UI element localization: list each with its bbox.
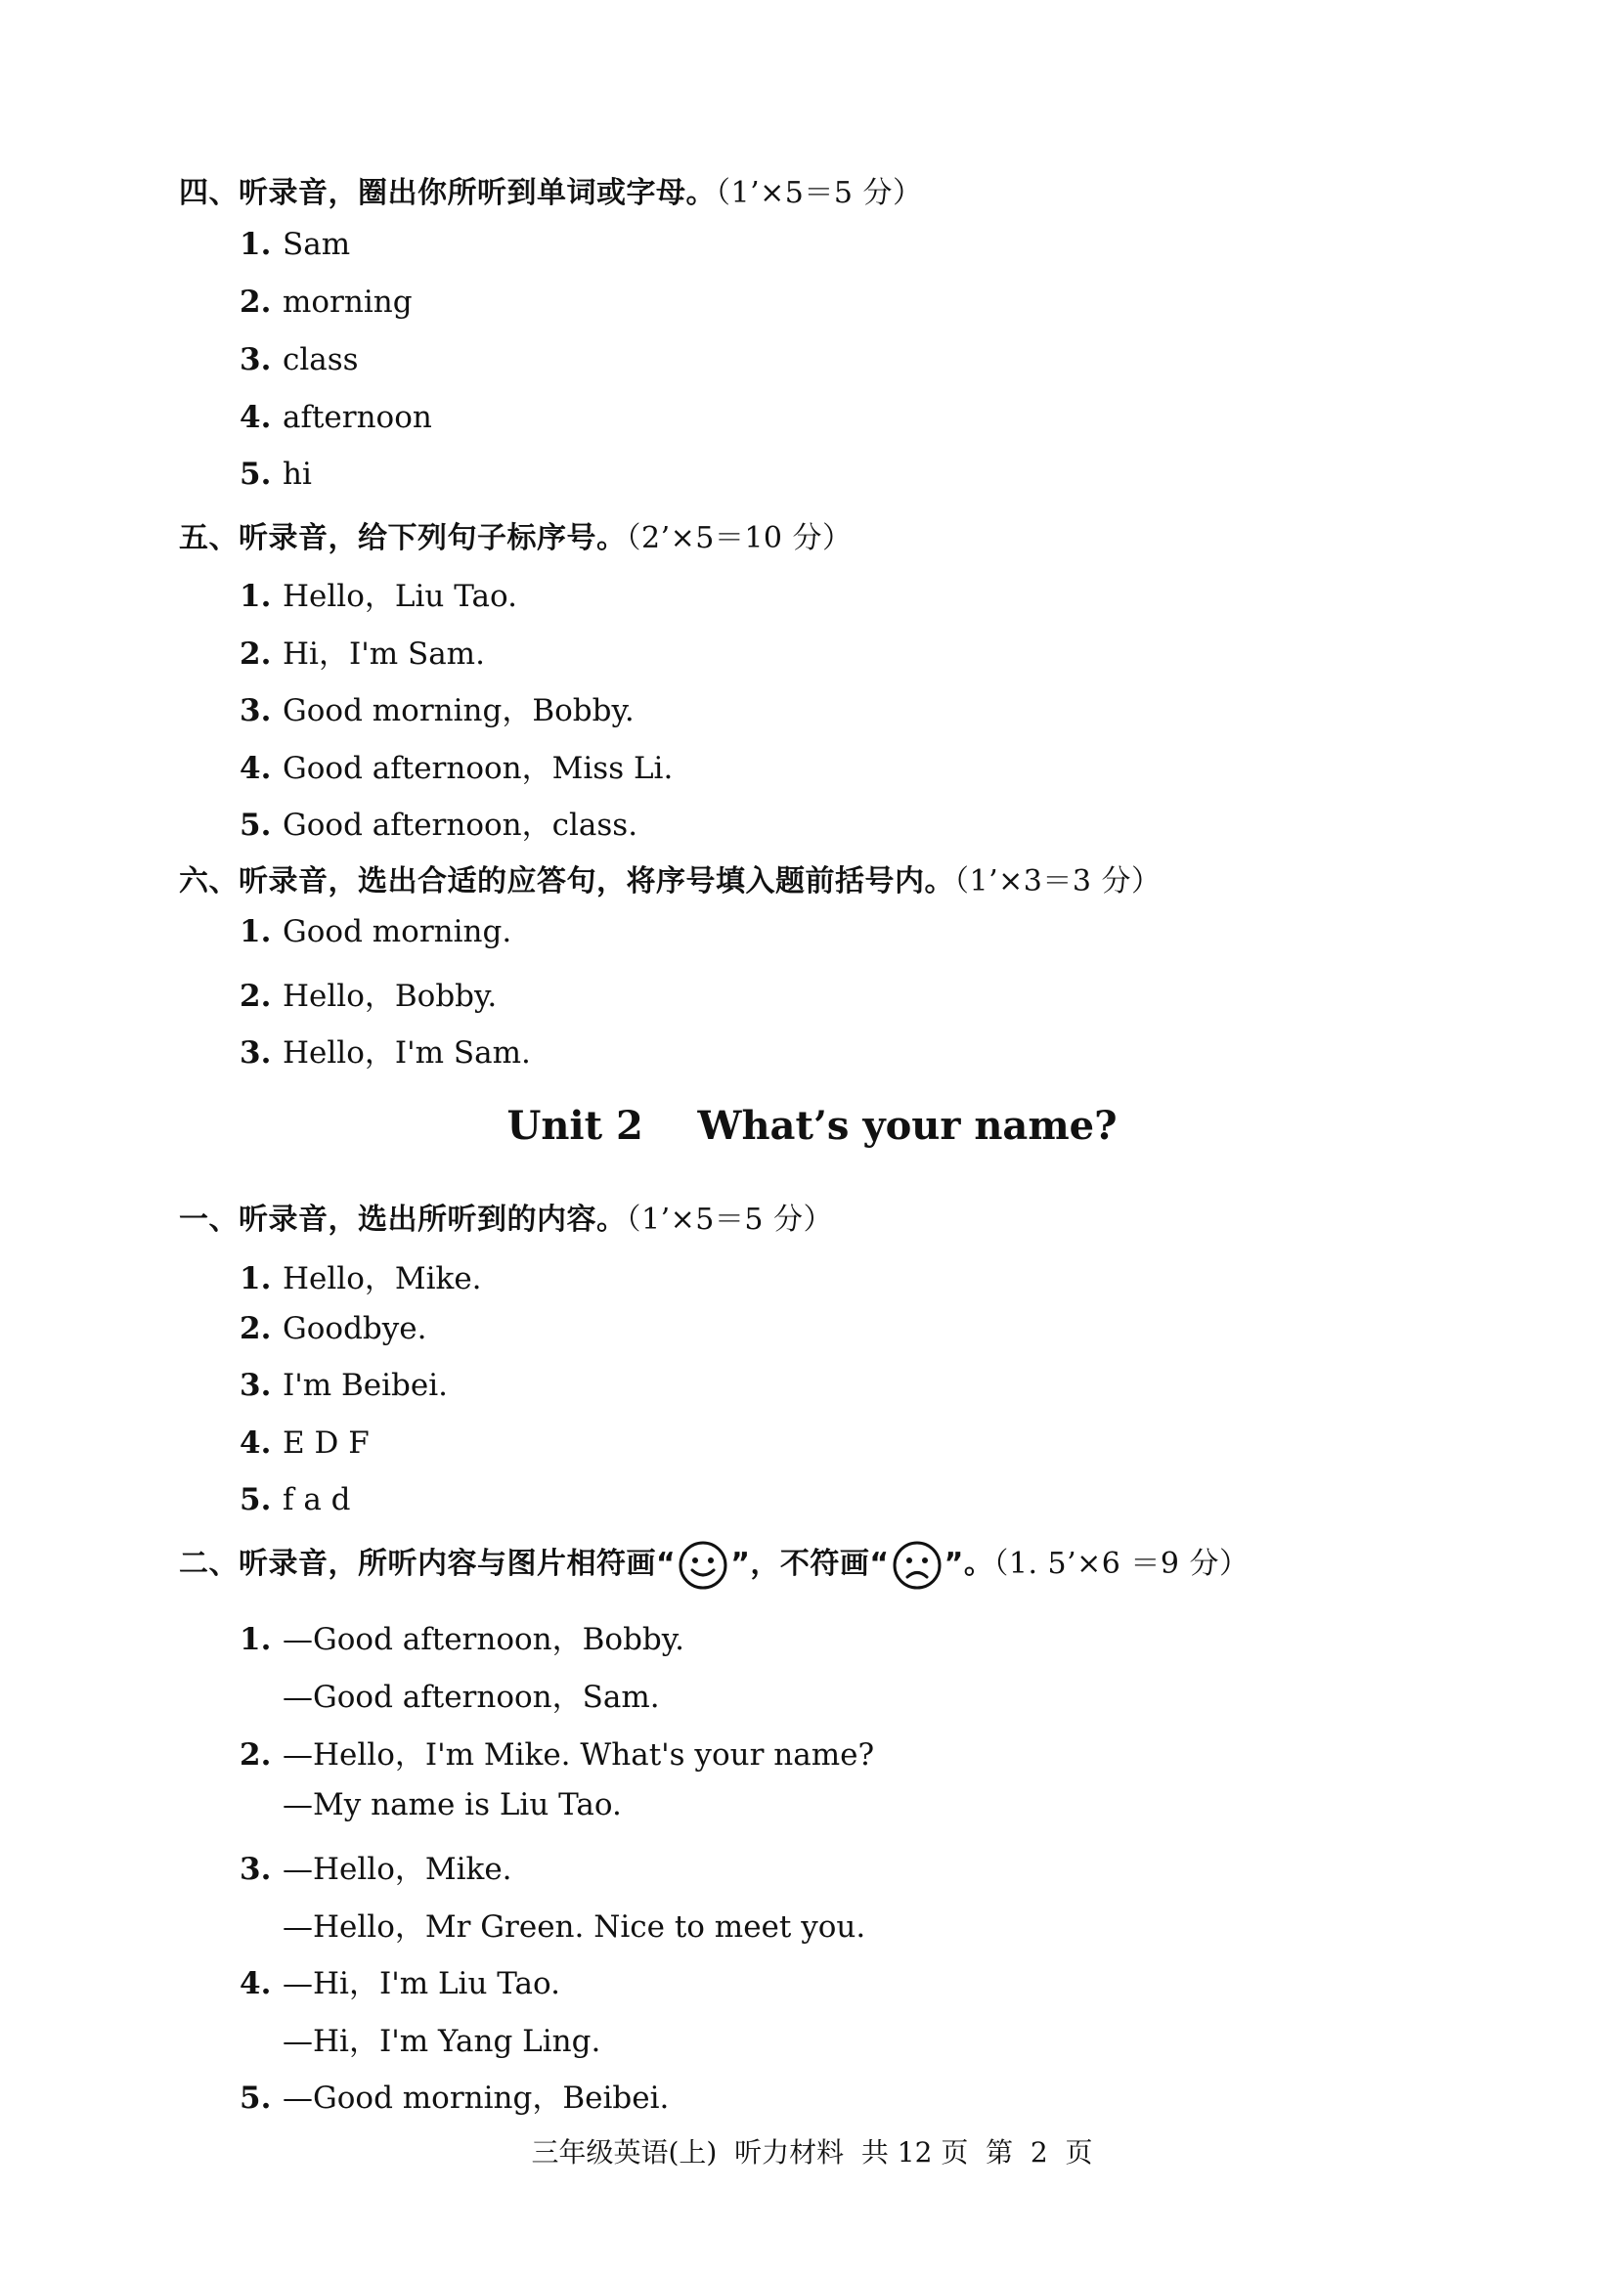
section-5-heading — [179, 513, 853, 556]
dialogue-line: —Good afternoon，Bobby. — [283, 1622, 685, 1657]
u2-section-2-heading — [179, 1539, 1250, 1591]
item-text: Hello，Liu Tao. — [283, 579, 517, 614]
u2-section-1-score: （1’×5＝5 分） — [626, 1203, 833, 1237]
section-4-heading — [179, 168, 922, 211]
item-text: Hello，Mike. — [283, 1261, 482, 1296]
list-item — [240, 1253, 482, 1297]
item-number: 2. — [240, 285, 272, 320]
item-text: morning — [283, 285, 413, 320]
list-item — [240, 1311, 427, 1346]
item-number: 2. — [240, 636, 272, 672]
item-text: class — [283, 342, 359, 377]
item-number: 1. — [240, 914, 272, 949]
dialogue-item — [240, 1614, 684, 1658]
list-item — [240, 1482, 351, 1517]
list-item — [240, 285, 413, 320]
unit-title: Unit 2 What’s your name? — [506, 1103, 1118, 1149]
item-number: 5. — [240, 2081, 272, 2116]
item-text: Good morning. — [283, 914, 512, 949]
item-number: 2. — [240, 979, 272, 1014]
item-text: Hello，Bobby. — [283, 979, 498, 1014]
dialogue-line: —Hi，I'm Yang Ling. — [283, 2024, 601, 2059]
section-5-score: （2’×5＝10 分） — [626, 521, 853, 555]
item-number: 1. — [240, 227, 272, 262]
u2-section-1-heading — [179, 1195, 833, 1238]
section-5-title: 五、听录音，给下列句子标序号。 — [179, 521, 627, 555]
list-item — [240, 685, 635, 729]
item-number: 3. — [240, 1368, 272, 1403]
item-text: f a d — [283, 1482, 351, 1517]
u2-section-2-title-a: 二、听录音，所听内容与图片相符画“ — [179, 1547, 677, 1581]
section-6-heading — [179, 856, 1161, 899]
dialogue-item — [240, 2073, 669, 2117]
u2-section-2-score: （1. 5’×6 ＝9 分） — [993, 1547, 1250, 1581]
item-number: 1. — [240, 1622, 272, 1657]
list-item — [240, 743, 673, 787]
list-item — [240, 971, 497, 1015]
item-text: Sam — [283, 227, 351, 262]
dialogue-item — [240, 1730, 874, 1774]
section-6-score: （1’×3＝3 分） — [954, 864, 1162, 898]
item-text: hi — [283, 457, 312, 492]
u2-section-1-title: 一、听录音，选出所听到的内容。 — [179, 1203, 627, 1237]
dialogue-line: —Hello，I'm Mike. What's your name? — [283, 1737, 875, 1773]
item-number: 1. — [240, 1261, 272, 1296]
item-text: Goodbye. — [283, 1311, 427, 1346]
list-item — [240, 342, 359, 377]
list-item — [240, 914, 511, 949]
item-number: 2. — [240, 1737, 272, 1773]
dialogue-item — [240, 1844, 512, 1888]
item-text: Hello，I'm Sam. — [283, 1035, 531, 1071]
dialogue-item — [240, 1958, 560, 2002]
u2-section-2-title-c: ”。 — [944, 1547, 994, 1581]
dialogue-line: —Good morning，Beibei. — [283, 2081, 670, 2116]
item-text: Good afternoon，class. — [283, 808, 638, 843]
item-number: 3. — [240, 1035, 272, 1071]
item-text: Good afternoon，Miss Li. — [283, 751, 674, 786]
item-number: 1. — [240, 579, 272, 614]
section-4-score: （1’×5＝5 分） — [716, 176, 923, 210]
item-number: 3. — [240, 1852, 272, 1887]
item-number: 5. — [240, 457, 272, 492]
list-item — [240, 227, 350, 262]
item-number: 5. — [240, 808, 272, 843]
item-text: I'm Beibei. — [283, 1368, 449, 1403]
item-text: E D F — [283, 1425, 370, 1461]
list-item — [240, 457, 312, 492]
item-number: 2. — [240, 1311, 272, 1346]
item-number: 4. — [240, 751, 272, 786]
smile-face-icon — [678, 1540, 728, 1591]
dialogue-line: —Hello，Mr Green. Nice to meet you. — [283, 1909, 866, 1945]
dialogue-line: —Hello，Mike. — [283, 1852, 512, 1887]
item-text: afternoon — [283, 400, 432, 435]
section-6-title: 六、听录音，选出合适的应答句，将序号填入题前括号内。 — [179, 864, 954, 898]
item-text: Hi，I'm Sam. — [283, 636, 485, 672]
item-number: 3. — [240, 693, 272, 728]
dialogue-line: —My name is Liu Tao. — [283, 1787, 622, 1822]
item-number: 4. — [240, 400, 272, 435]
list-item — [240, 1368, 448, 1403]
list-item — [240, 1425, 370, 1461]
item-number: 5. — [240, 1482, 272, 1517]
list-item — [240, 400, 432, 435]
u2-section-2-title-b: ”，不符画“ — [730, 1547, 890, 1581]
list-item — [240, 571, 517, 615]
sad-face-icon — [892, 1540, 943, 1591]
dialogue-line: —Hi，I'm Liu Tao. — [283, 1966, 561, 2001]
item-number: 4. — [240, 1425, 272, 1461]
list-item — [240, 1028, 531, 1072]
list-item — [240, 629, 485, 673]
section-4-title: 四、听录音，圈出你所听到单词或字母。 — [179, 176, 716, 210]
page-footer: 三年级英语(上) 听力材料 共 12 页 第 2 页 — [531, 2136, 1093, 2169]
list-item — [240, 800, 637, 844]
item-text: Good morning，Bobby. — [283, 693, 635, 728]
item-number: 4. — [240, 1966, 272, 2001]
item-number: 3. — [240, 342, 272, 377]
dialogue-line: —Good afternoon，Sam. — [283, 1680, 660, 1715]
